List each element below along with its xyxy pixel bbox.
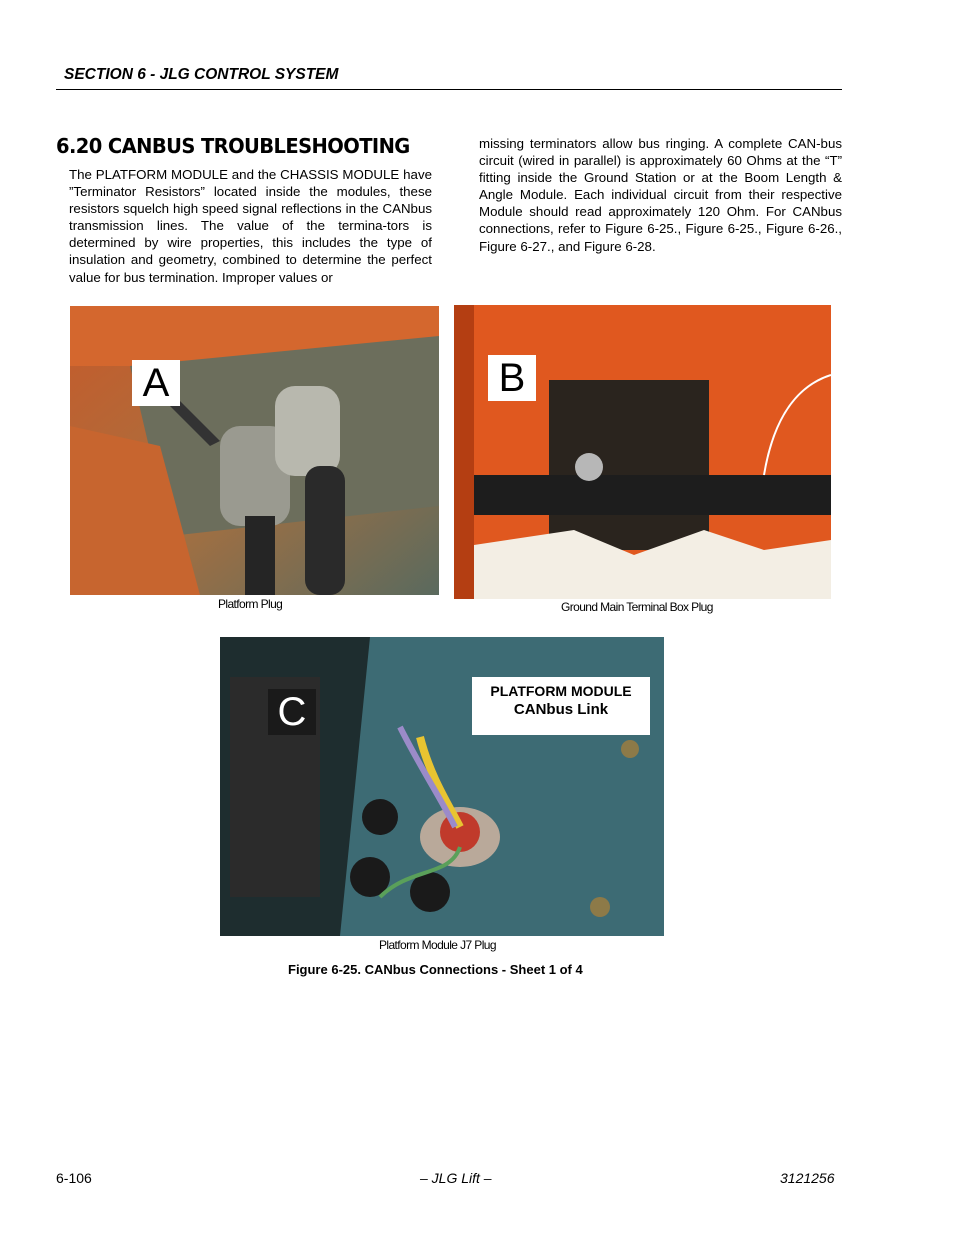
- callout-subtitle: CANbus Link: [513, 701, 609, 718]
- header-rule: [56, 89, 842, 90]
- photo-label-b: B: [488, 355, 536, 401]
- photo-ground-terminal-box-plug: [454, 305, 831, 599]
- photo-caption-c: Platform Module J7 Plug: [379, 938, 496, 952]
- photo-label-c: C: [268, 689, 316, 735]
- body-paragraph-right: missing terminators allow bus ringing. A complete CAN-bus circuit (wired in parallel) is approximately 60 Ohms at the “T” fitting inside the Ground Station or at the Boom Length & Angle Module. Each individual circuit from their respective Module should read approximately 120 Ohm. For CANbus connections, refer to Figure 6-25., Figure 6-25., Figure 6-26., Figure 6-27., and Figure 6-28.: [479, 136, 842, 254]
- section-heading: 6.20 CANBUS TROUBLESHOOTING: [56, 134, 410, 159]
- footer-page-number: 6-106: [56, 1170, 92, 1186]
- photo-caption-b: Ground Main Terminal Box Plug: [561, 600, 713, 614]
- photo-caption-a: Platform Plug: [218, 597, 283, 611]
- photo-label-a: A: [132, 360, 180, 406]
- body-paragraph-left: The PLATFORM MODULE and the CHASSIS MODULE have ”Terminator Resistors” located inside the modules, these resistors squelch high speed signal reflections in the CANbus transmission lines. The value of the termina-tors is determined by wire properties, this includes the type of insulation and geometry, combined to determine the perfect value for bus termination. Improper values or: [69, 167, 432, 285]
- photo-platform-plug: [70, 306, 439, 595]
- callout-title: PLATFORM MODULE: [490, 683, 632, 699]
- photo-platform-module-j7-plug: [220, 637, 664, 936]
- section-header: SECTION 6 - JLG CONTROL SYSTEM: [64, 66, 339, 83]
- footer-center: – JLG Lift –: [420, 1170, 492, 1186]
- platform-module-callout: [472, 677, 650, 735]
- footer-doc-number: 3121256: [780, 1170, 835, 1186]
- figure-caption: Figure 6-25. CANbus Connections - Sheet 1 of 4: [288, 962, 583, 977]
